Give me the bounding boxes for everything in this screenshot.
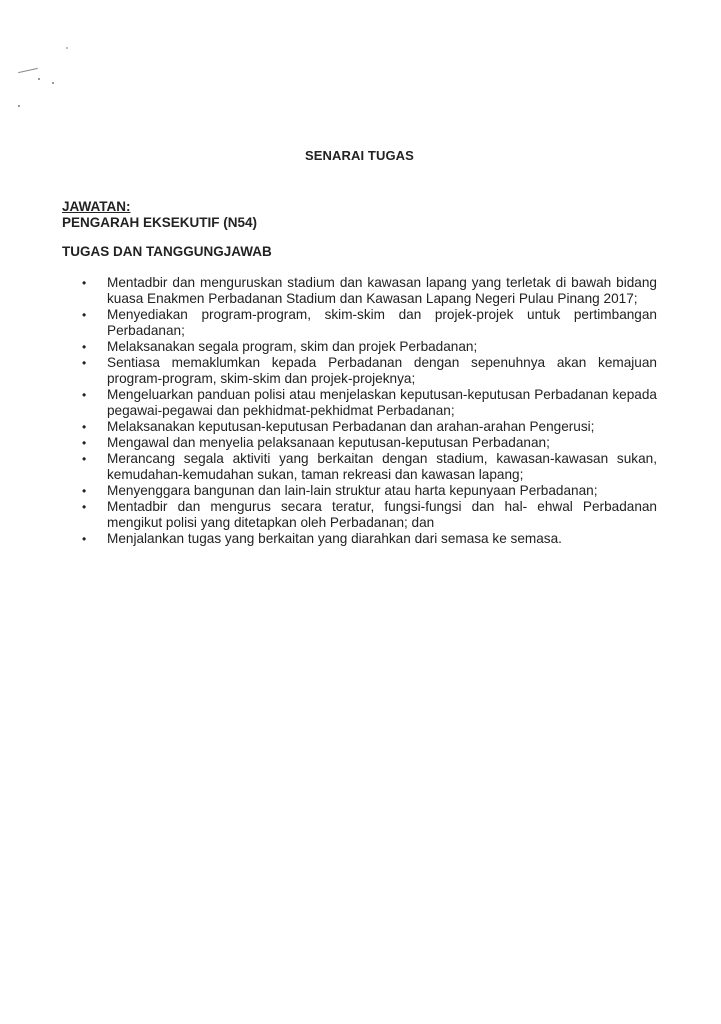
scan-mark xyxy=(66,47,68,49)
duty-text: Mengawal dan menyelia pelaksanaan keputusan-keputusan Perbadanan; xyxy=(107,435,550,450)
bullet-icon: • xyxy=(82,436,87,450)
scan-mark xyxy=(18,68,38,73)
duty-text: Melaksanakan segala program, skim dan projek Perbadanan; xyxy=(107,339,478,354)
duty-text: Melaksanakan keputusan-keputusan Perbadanan dan arahan-arahan Pengerusi; xyxy=(107,419,595,434)
duty-item xyxy=(82,275,657,307)
duty-text: Menyediakan program-program, skim-skim dan projek-projek untuk pertimbangan Perbadanan; xyxy=(107,307,657,338)
duty-text: Menyenggara bangunan dan lain-lain struktur atau harta kepunyaan Perbadanan; xyxy=(107,483,598,498)
bullet-icon: • xyxy=(82,420,87,434)
duty-item xyxy=(82,435,657,451)
duty-item xyxy=(82,419,657,435)
post-label: JAWATAN: xyxy=(62,199,131,214)
bullet-icon: • xyxy=(82,276,87,290)
duty-item xyxy=(82,499,657,531)
post-name: PENGARAH EKSEKUTIF (N54) xyxy=(62,215,258,230)
scan-mark xyxy=(52,82,54,84)
duty-text: Mentadbir dan mengurus secara teratur, fungsi-fungsi dan hal- ehwal Perbadanan mengikut polisi yang ditetapkan oleh Perbadanan; dan xyxy=(107,499,657,530)
duty-item xyxy=(82,531,657,547)
duty-text: Menjalankan tugas yang berkaitan yang diarahkan dari semasa ke semasa. xyxy=(107,531,562,546)
bullet-icon: • xyxy=(82,452,87,466)
document-title: SENARAI TUGAS xyxy=(305,148,414,163)
duty-item xyxy=(82,307,657,339)
bullet-icon: • xyxy=(82,500,87,514)
duties-list xyxy=(82,275,657,547)
bullet-icon: • xyxy=(82,532,87,546)
scan-mark xyxy=(38,78,40,80)
duty-item xyxy=(82,387,657,419)
duty-item xyxy=(82,339,657,355)
duty-item xyxy=(82,483,657,499)
duty-item xyxy=(82,451,657,483)
bullet-icon: • xyxy=(82,484,87,498)
duty-text: Merancang segala aktiviti yang berkaitan dengan stadium, kawasan-kawasan sukan, kemudahan-kemudahan sukan, taman rekreasi dan kawasan lapang; xyxy=(107,451,657,482)
duty-item xyxy=(82,355,657,387)
section-heading: TUGAS DAN TANGGUNGJAWAB xyxy=(62,244,272,259)
bullet-icon: • xyxy=(82,308,87,322)
duty-text: Sentiasa memaklumkan kepada Perbadanan dengan sepenuhnya akan kemajuan program-program, skim-skim dan projek-projeknya; xyxy=(107,355,657,386)
bullet-icon: • xyxy=(82,388,87,402)
duty-text: Mentadbir dan menguruskan stadium dan kawasan lapang yang terletak di bawah bidang kuasa Enakmen Perbadanan Stadium dan Kawasan Lapang Negeri Pulau Pinang 2017; xyxy=(107,275,657,306)
bullet-icon: • xyxy=(82,356,87,370)
duty-text: Mengeluarkan panduan polisi atau menjelaskan keputusan-keputusan Perbadanan kepada pegawai-pegawai dan pekhidmat-pekhidmat Perbadanan; xyxy=(107,387,657,418)
scan-mark xyxy=(18,105,20,107)
bullet-icon: • xyxy=(82,340,87,354)
